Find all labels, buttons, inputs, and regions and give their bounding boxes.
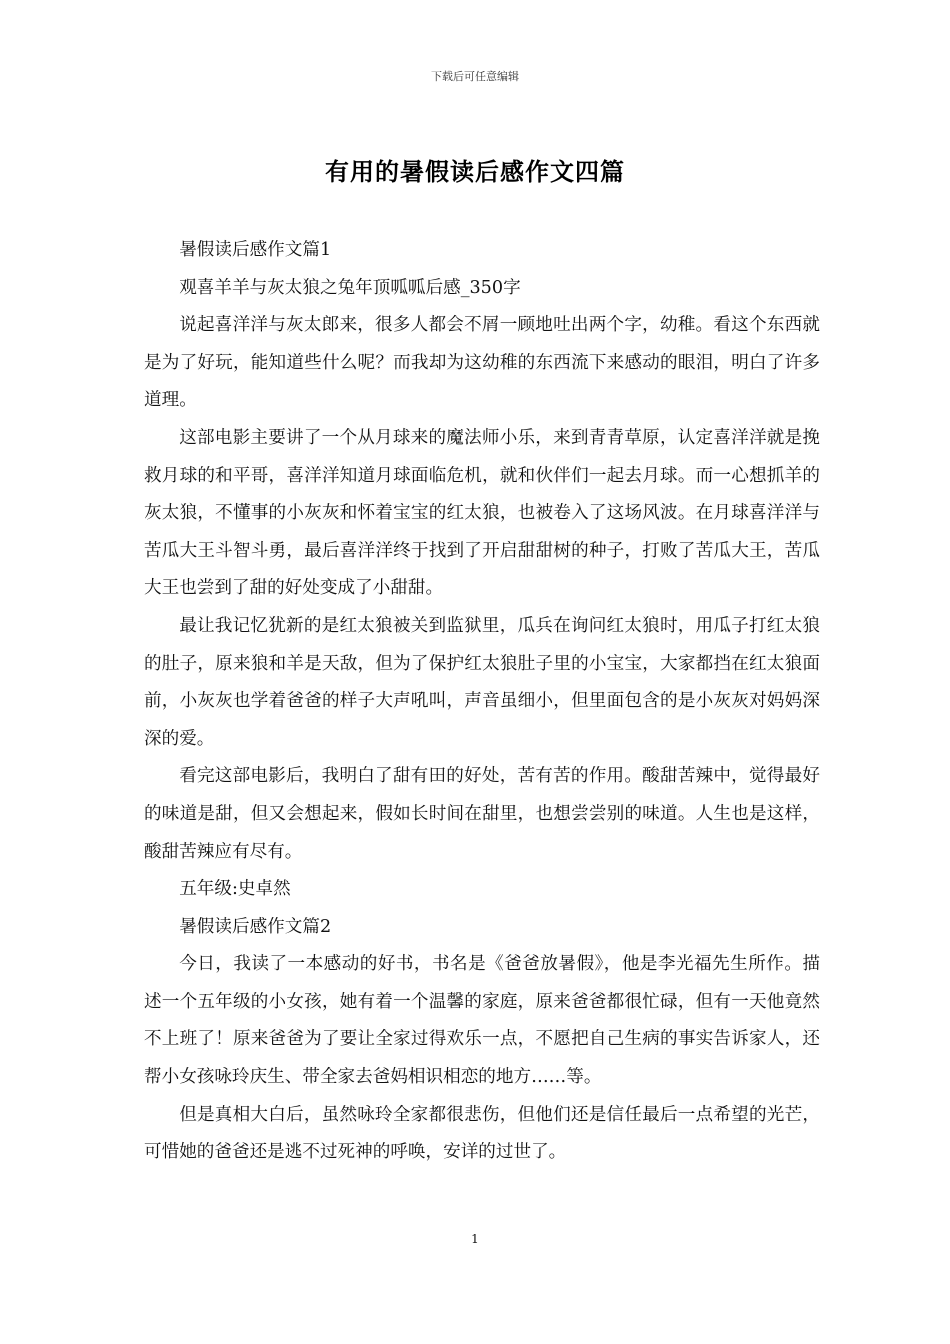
paragraph: 看完这部电影后，我明白了甜有田的好处，苦有苦的作用。酸甜苦辣中，觉得最好的味道是甜，但又会想起来，假如长时间在甜里，也想尝尝别的味道。人生也是这样，酸甜苦辣应有尽有。 — [144, 766, 820, 862]
document-body — [144, 232, 820, 1172]
paragraph: 今日，我读了一本感动的好书，书名是《爸爸放暑假》，他是李光福先生所作。描述一个五年级的小女孩，她有着一个温馨的家庭，原来爸爸都很忙碌，但有一天他竟然不上班了！原来爸爸为了要让全家过得欢乐一点，不愿把自己生病的事实告诉家人，还帮小女孩咏玲庆生、带全家去爸妈相识相恋的地方……等。 — [144, 954, 820, 1088]
document-title: 有用的暑假读后感作文四篇 — [325, 157, 625, 186]
header-note: 下载后可任意编辑 — [431, 70, 519, 83]
author-line: 五年级:史卓然 — [179, 879, 291, 900]
page-number: 1 — [471, 1232, 479, 1246]
paragraph: 说起喜洋洋与灰太郎来，很多人都会不屑一顾地吐出两个字，幼稚。看这个东西就是为了好玩，能知道些什么呢？而我却为这幼稚的东西流下来感动的眼泪，明白了许多道理。 — [144, 315, 820, 411]
paragraph: 但是真相大白后，虽然咏玲全家都很悲伤，但他们还是信任最后一点希望的光芒，可惜她的爸爸还是逃不过死神的呼唤，安详的过世了。 — [144, 1104, 820, 1163]
section-heading-2: 暑假读后感作文篇2 — [179, 916, 332, 937]
section-heading-1: 暑假读后感作文篇1 — [179, 240, 332, 260]
subtitle: 观喜羊羊与灰太狼之兔年顶呱呱后感_350字 — [179, 277, 521, 298]
paragraph: 最让我记忆犹新的是红太狼被关到监狱里，瓜兵在询问红太狼时，用瓜子打红太狼的肚子，原来狼和羊是天敌，但为了保护红太狼肚子里的小宝宝，大家都挡在红太狼面前，小灰灰也学着爸爸的样子大声吼叫，声音虽细小，但里面包含的是小灰灰对妈妈深深的爱。 — [144, 615, 820, 749]
paragraph: 这部电影主要讲了一个从月球来的魔法师小乐，来到青青草原，认定喜洋洋就是挽救月球的和平哥，喜洋洋知道月球面临危机，就和伙伴们一起去月球。而一心想抓羊的灰太狼，不懂事的小灰灰和怀着宝宝的红太狼，也被卷入了这场风波。在月球喜洋洋与苦瓜大王斗智斗勇，最后喜洋洋终于找到了开启甜甜树的种子，打败了苦瓜大王，苦瓜大王也尝到了甜的好处变成了小甜甜。 — [144, 427, 820, 599]
